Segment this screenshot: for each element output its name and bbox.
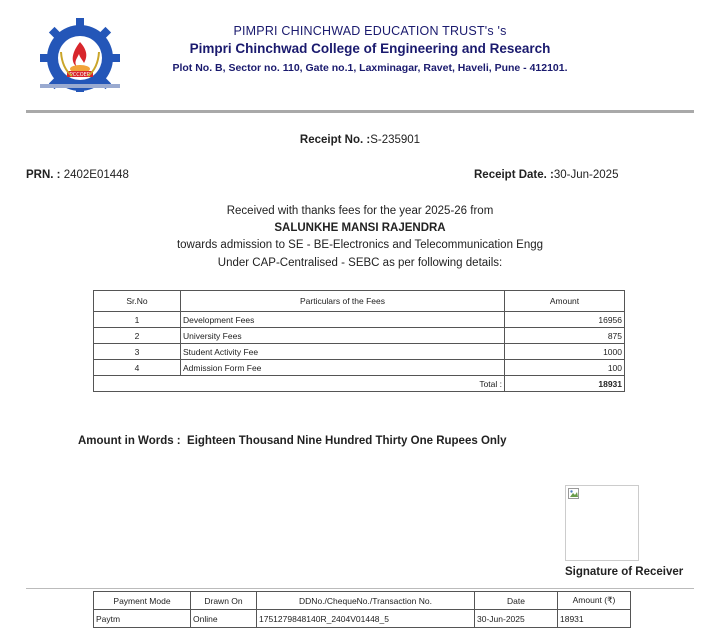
amount-in-words bbox=[78, 435, 507, 447]
receipt-date bbox=[474, 169, 618, 181]
payment-mode: Paytm bbox=[94, 610, 191, 628]
transaction-no: 1751279848140R_2404V01448_5 bbox=[257, 610, 475, 628]
student-name: SALUNKHE MANSI RAJENDRA bbox=[274, 222, 446, 234]
logo-text: PCCOER bbox=[69, 72, 91, 78]
header-payment-mode: Payment Mode bbox=[94, 592, 191, 610]
header-date: Date bbox=[475, 592, 558, 610]
fee-particular: Admission Form Fee bbox=[181, 360, 505, 376]
fee-srno: 1 bbox=[94, 312, 181, 328]
table-row bbox=[94, 328, 625, 344]
fee-srno: 3 bbox=[94, 344, 181, 360]
broken-image-icon bbox=[568, 488, 580, 500]
payment-header-row bbox=[94, 592, 631, 610]
trust-name: PIMPRI CHINCHWAD EDUCATION TRUST's 's bbox=[233, 24, 507, 38]
receipt-date-label: Receipt Date. : bbox=[474, 169, 554, 181]
fee-particular: Development Fees bbox=[181, 312, 505, 328]
table-row bbox=[94, 610, 631, 628]
table-row bbox=[94, 360, 625, 376]
signature-image bbox=[565, 485, 639, 561]
payment-date: 30-Jun-2025 bbox=[475, 610, 558, 628]
fee-particular: Student Activity Fee bbox=[181, 344, 505, 360]
drawn-on: Online bbox=[191, 610, 257, 628]
footer-divider bbox=[26, 588, 694, 589]
fee-srno: 2 bbox=[94, 328, 181, 344]
admission-line: towards admission to SE - BE-Electronics and Telecommunication Engg bbox=[176, 239, 544, 251]
fee-srno: 4 bbox=[94, 360, 181, 376]
total-label: Total : bbox=[181, 376, 505, 392]
receipt-number-label: Receipt No. : bbox=[299, 134, 371, 146]
fees-header-row bbox=[94, 291, 625, 312]
received-line: Received with thanks fees for the year 2025-26 from bbox=[226, 205, 494, 217]
amount-words-value: Eighteen Thousand Nine Hundred Thirty One Rupees Only bbox=[187, 435, 507, 447]
header-drawn-on: Drawn On bbox=[191, 592, 257, 610]
college-address: Plot No. B, Sector no. 110, Gate no.1, Laxminagar, Ravet, Haveli, Pune - 412101. bbox=[172, 62, 568, 74]
header-srno: Sr.No bbox=[94, 291, 181, 312]
prn-value: 2402E01448 bbox=[63, 169, 129, 181]
receipt-number-value: S-235901 bbox=[370, 134, 421, 146]
table-row bbox=[94, 344, 625, 360]
amount-words-label: Amount in Words : bbox=[78, 435, 181, 447]
prn-label: PRN. : bbox=[26, 169, 61, 181]
total-row bbox=[94, 376, 625, 392]
header-amount: Amount (₹) bbox=[558, 592, 631, 610]
payment-table bbox=[93, 591, 631, 628]
prn bbox=[26, 169, 129, 181]
payment-amount: 18931 bbox=[558, 610, 631, 628]
fees-table bbox=[93, 290, 625, 392]
fee-amount: 1000 bbox=[505, 344, 625, 360]
college-name: Pimpri Chinchwad College of Engineering and Research bbox=[189, 41, 551, 56]
fee-amount: 875 bbox=[505, 328, 625, 344]
header-transaction-no: DDNo./ChequeNo./Transaction No. bbox=[257, 592, 475, 610]
fee-particular: University Fees bbox=[181, 328, 505, 344]
header-particulars: Particulars of the Fees bbox=[181, 291, 505, 312]
receipt-number bbox=[160, 134, 560, 146]
receipt-date-value: 30-Jun-2025 bbox=[553, 169, 619, 181]
fee-amount: 100 bbox=[505, 360, 625, 376]
college-logo bbox=[26, 18, 136, 92]
signature-label: Signature of Receiver bbox=[565, 566, 684, 578]
fee-amount: 16956 bbox=[505, 312, 625, 328]
table-row bbox=[94, 312, 625, 328]
header-amount: Amount bbox=[505, 291, 625, 312]
header-divider bbox=[26, 110, 694, 113]
category-line: Under CAP-Centralised - SEBC as per following details: bbox=[217, 257, 503, 269]
total-value: 18931 bbox=[505, 376, 625, 392]
